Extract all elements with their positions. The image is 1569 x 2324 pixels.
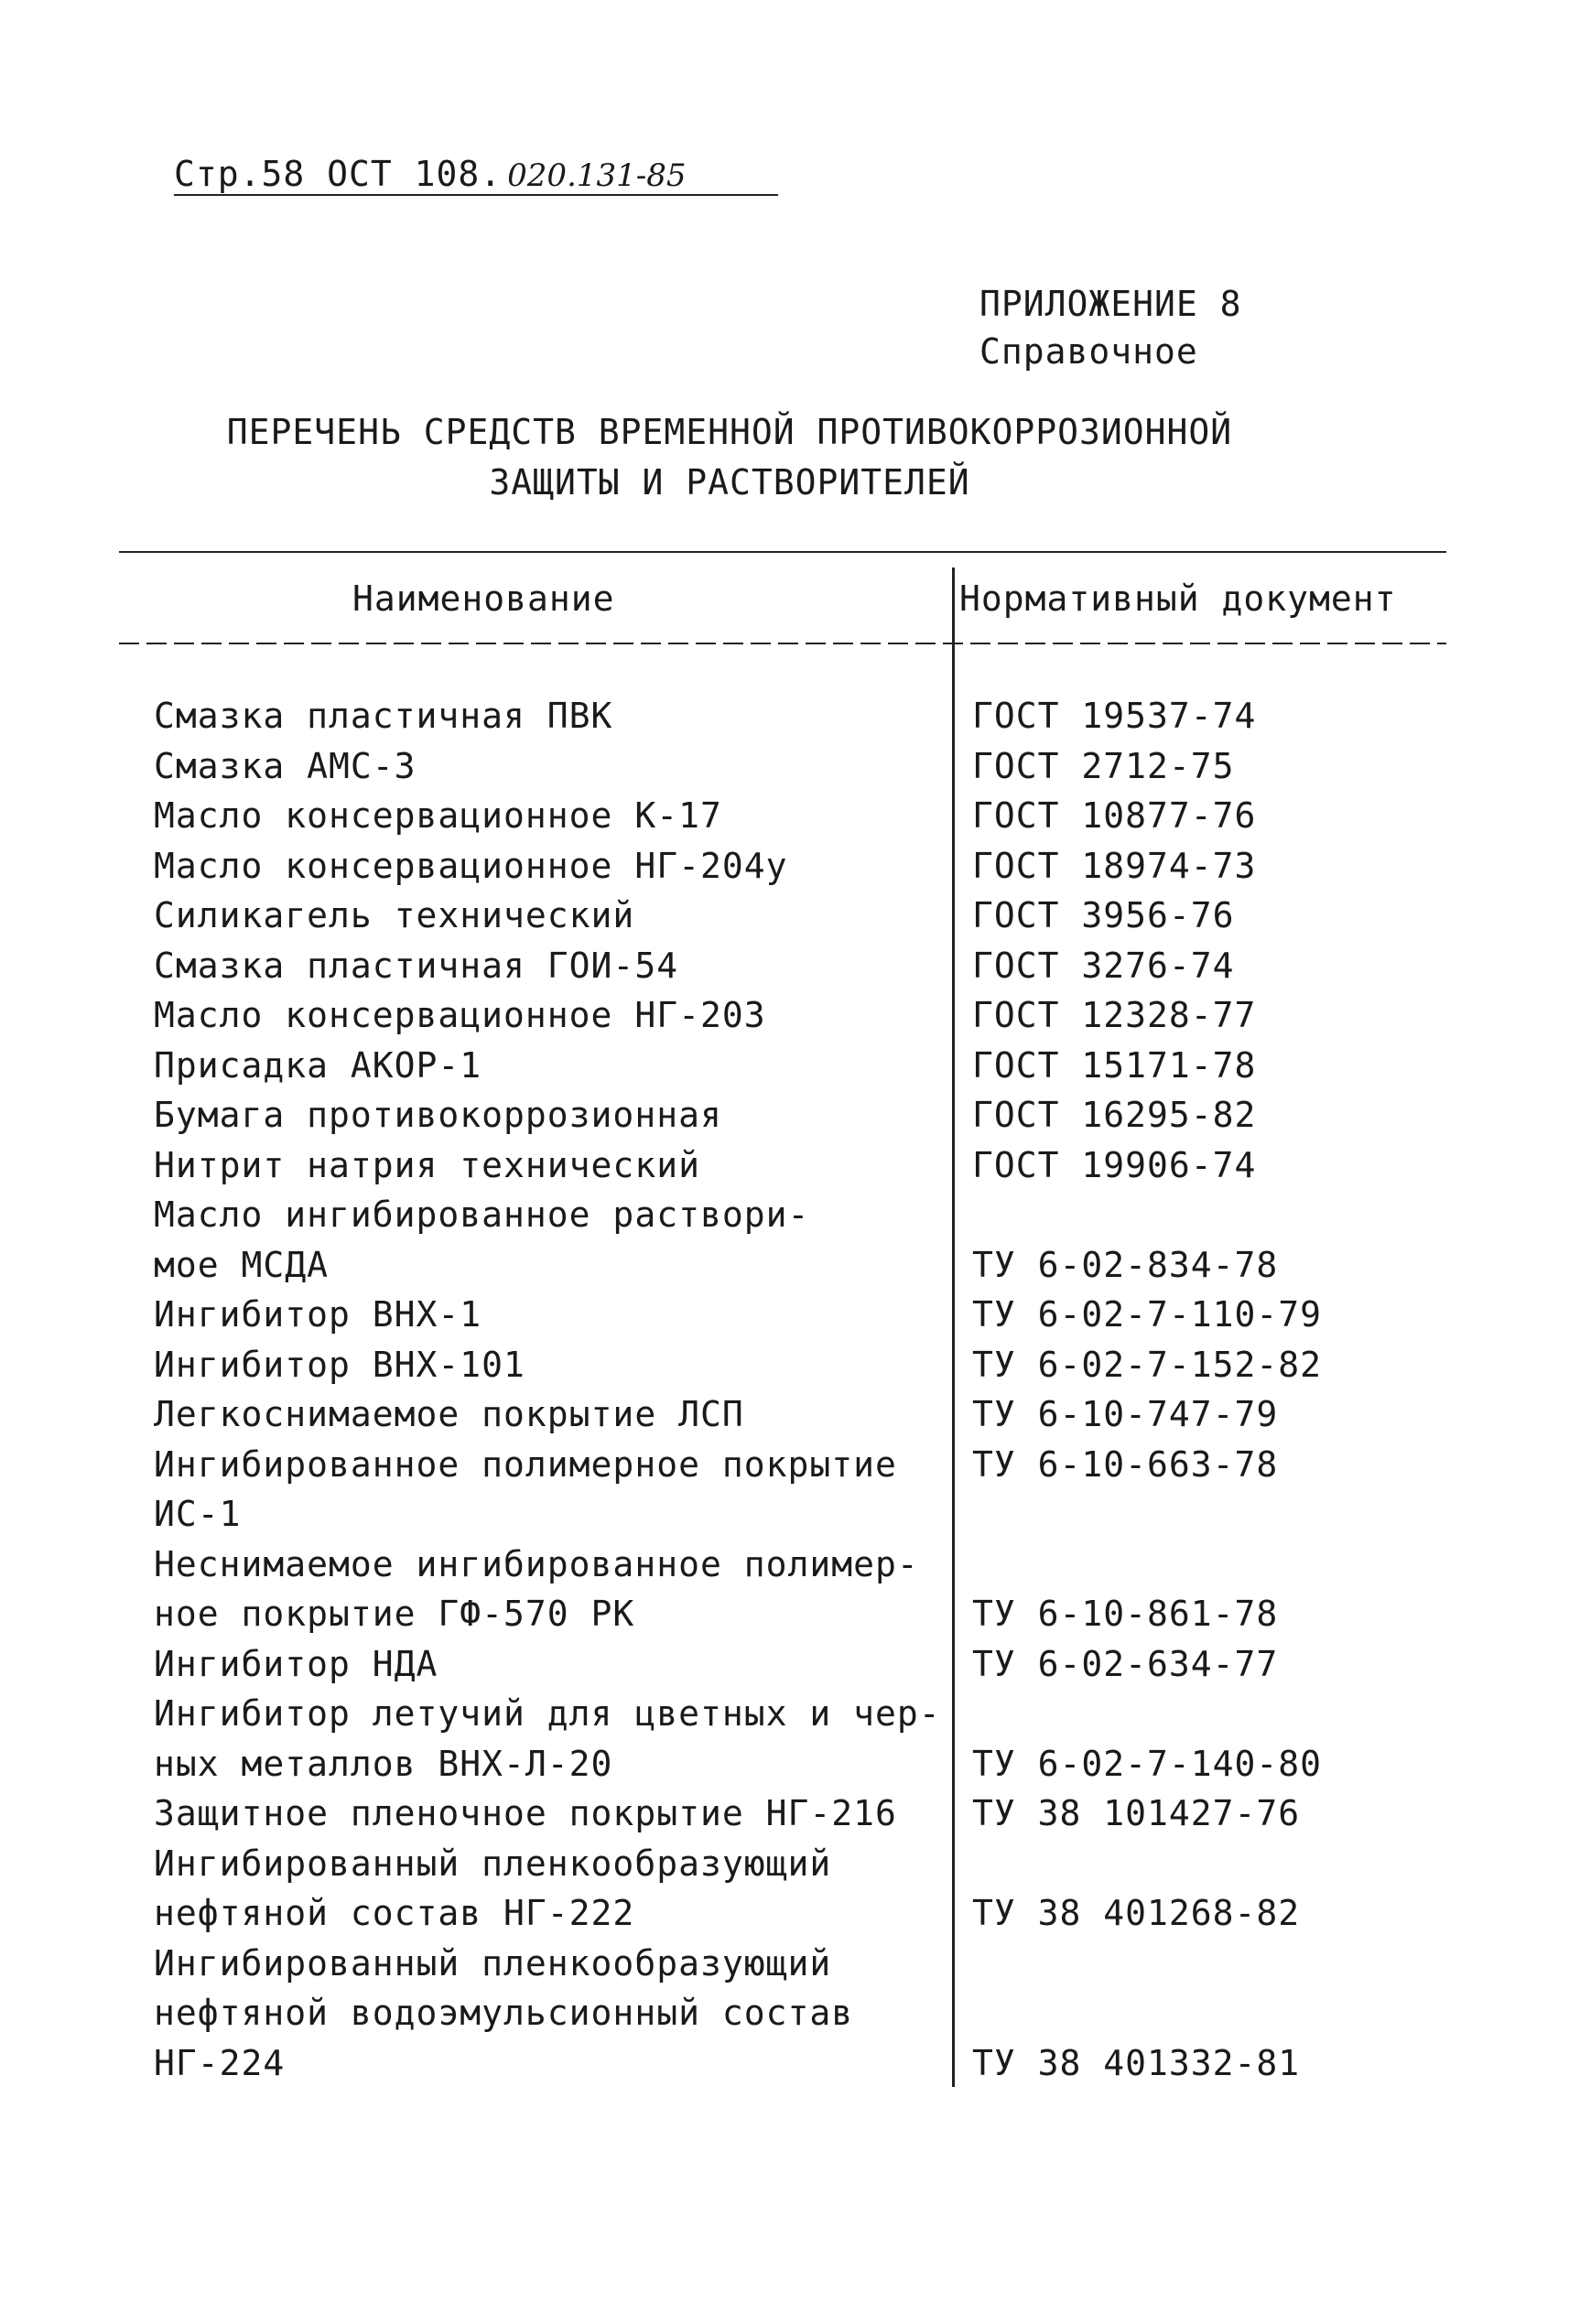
row-document: ТУ 6-02-834-78 [972,1244,1279,1285]
row-name: Ингибированное полимерное покрытие [154,1443,897,1485]
row-document: ГОСТ 15171-78 [972,1044,1257,1086]
row-name: Легкоснимаемое покрытие ЛСП [154,1394,744,1434]
row-document: ГОСТ 2712-75 [972,745,1235,786]
column-header-name: Наименование [352,578,615,619]
row-document: ТУ 6-02-7-140-80 [972,1743,1323,1784]
row-document: ГОСТ 3956-76 [972,895,1235,935]
table-row [0,696,1569,746]
row-document: ТУ 38 101427-76 [972,1793,1301,1833]
table-row [0,1793,1569,1843]
row-name: Смазка пластичная ГОИ-54 [154,945,679,986]
row-name: Ингибитор летучий для цветных и чер- [154,1693,941,1734]
row-document: ТУ 38 401332-81 [972,2042,1301,2083]
row-document: ГОСТ 10877-76 [972,795,1257,836]
row-name: Масло ингибированное раствори- [154,1194,810,1235]
table-row [0,995,1569,1045]
table-row [0,1993,1569,2043]
row-document: ГОСТ 19537-74 [972,696,1257,736]
table-body [0,696,1569,2092]
appendix-type: Справочное [979,331,1198,372]
row-document: ТУ 6-10-861-78 [972,1594,1279,1634]
table-row [0,1693,1569,1744]
row-name: Смазка АМС-3 [154,745,417,786]
table-row [0,1394,1569,1444]
table-row [0,1943,1569,1994]
header-underline [174,194,778,196]
row-document: ТУ 6-02-7-110-79 [972,1294,1323,1335]
row-document: ТУ 38 401268-82 [972,1893,1301,1933]
table-row [0,1744,1569,1794]
table-header-rule [119,643,1446,644]
row-name: Неснимаемое ингибированное полимер- [154,1543,919,1584]
table-row [0,1194,1569,1245]
row-name: Ингибитор ВНХ-101 [154,1344,525,1385]
table-row [0,1843,1569,1894]
table-row [0,895,1569,946]
row-name: ных металлов ВНХ-Л-20 [154,1743,613,1784]
row-document: ТУ 6-02-634-77 [972,1643,1279,1684]
table-row [0,1644,1569,1694]
row-name: Силикагель технический [154,895,635,935]
row-document: ГОСТ 16295-82 [972,1095,1257,1135]
row-name: Бумага противокоррозионная [154,1095,722,1135]
row-name: Ингибитор ВНХ-1 [154,1294,482,1335]
table-row [0,846,1569,896]
row-name: ИС-1 [154,1494,242,1534]
appendix-label: ПРИЛОЖЕНИЕ 8 [979,284,1242,324]
row-document: ГОСТ 3276-74 [972,945,1235,986]
row-name: нефтяной состав НГ-222 [154,1893,635,1933]
table-row [0,795,1569,846]
row-name: Масло консервационное НГ-204у [154,845,788,886]
row-document: ГОСТ 12328-77 [972,995,1257,1035]
handwritten-doc-number: 020.131-85 [507,157,687,194]
row-document: ТУ 6-10-663-78 [972,1443,1279,1485]
row-name: Ингибитор НДА [154,1643,438,1684]
row-document: ТУ 6-02-7-152-82 [972,1344,1323,1385]
row-name: Ингибированный пленкообразующий [154,1843,832,1884]
row-name: Ингибированный пленкообразующий [154,1942,832,1984]
row-name: Масло консервационное К-17 [154,795,722,836]
table-top-rule [119,551,1446,553]
row-name: Присадка АКОР-1 [154,1044,482,1086]
table-row [0,946,1569,996]
row-name: НГ-224 [154,2042,286,2083]
table-row [0,1444,1569,1495]
table-row [0,1594,1569,1644]
table-row [0,1345,1569,1395]
row-name: Нитрит натрия технический [154,1144,700,1185]
row-name: Защитное пленочное покрытие НГ-216 [154,1793,897,1833]
row-name: мое МСДА [154,1244,330,1285]
column-header-document: Нормативный документ [959,578,1397,619]
table-row [0,1494,1569,1544]
table-row [0,1145,1569,1195]
table-row [0,1544,1569,1594]
table-row [0,1245,1569,1295]
page-reference: Стр.58 ОСТ 108. [174,154,503,194]
row-name: нефтяной водоэмульсионный состав [154,1993,854,2033]
row-name: Смазка пластичная ПВК [154,696,613,736]
row-document: ГОСТ 18974-73 [972,845,1257,886]
row-name: Масло консервационное НГ-203 [154,995,766,1035]
table-row [0,746,1569,796]
row-document: ГОСТ 19906-74 [972,1144,1257,1185]
row-document: ТУ 6-10-747-79 [972,1394,1279,1434]
table-row [0,1893,1569,1943]
table-row [0,2043,1569,2093]
row-name: ное покрытие ГФ-570 РК [154,1594,635,1634]
table-row [0,1045,1569,1096]
page-title-line-1: ПЕРЕЧЕНЬ СРЕДСТВ ВРЕМЕННОЙ ПРОТИВОКОРРОЗИОННОЙ [226,412,1233,452]
table-row [0,1294,1569,1345]
page-header [174,154,687,194]
page-title-line-2: ЗАЩИТЫ И РАСТВОРИТЕЛЕЙ [489,462,970,503]
table-row [0,1095,1569,1145]
